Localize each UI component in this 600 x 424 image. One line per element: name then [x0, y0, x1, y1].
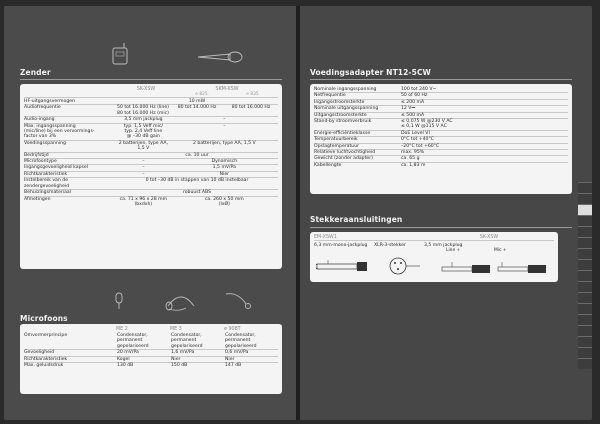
row-label: Microfoontype — [24, 159, 57, 165]
row-label: Richtkarakteristiek — [24, 356, 68, 362]
row-value: Condensator, permanent gepolariseerd — [225, 333, 257, 349]
table-row — [24, 363, 278, 368]
row-label: HF-uitgangsvermogen — [24, 99, 75, 104]
chapter-tab[interactable] — [578, 259, 592, 270]
row-value: ca. 71 x 96 x 28 mm (bxdxh) — [119, 196, 168, 207]
row-value: 10 mW — [188, 99, 206, 104]
row-value: ca. 1,83 m — [401, 162, 426, 168]
row-value: 100 tot 240 V~ — [401, 87, 437, 92]
row-label: Nominale uitgangsspanning — [314, 106, 379, 112]
row-label: Nominale ingangsspanning — [314, 87, 377, 92]
row-values — [116, 99, 278, 104]
row-label: Opslagtemperatuur — [314, 143, 359, 149]
row-value: Condensator, permanent gepolariseerd — [171, 333, 203, 349]
gooseneck-mic-icon — [224, 290, 254, 310]
row-label: Richtkarakteristiek — [24, 171, 68, 177]
chapter-tab[interactable] — [578, 347, 592, 358]
row-value: 3,5 mm jackplug — [124, 117, 163, 123]
row-value: 147 dB — [225, 363, 242, 369]
row-value: max. 95% — [401, 150, 425, 156]
row-label: Ingangsgevoeligheid kapsel — [24, 165, 88, 171]
chapter-tab[interactable] — [578, 292, 592, 303]
row-value: – — [142, 159, 145, 165]
row-values — [116, 357, 278, 362]
table-row — [24, 105, 278, 117]
row-label: Max. ingangsspanning (mic/line) bij een vervormings- factor van 3% — [24, 123, 95, 140]
row-values — [116, 124, 278, 140]
chapter-tab[interactable] — [578, 193, 592, 204]
row-label: Max. geluidsdruk — [24, 363, 64, 369]
col-e835: e 835 — [246, 92, 259, 97]
row-label: Afmetingen — [24, 196, 51, 202]
mic-rows — [24, 333, 278, 368]
left-page — [4, 6, 296, 420]
col-e908t: e 908T — [224, 327, 241, 332]
row-label: Ingangsstroomsterkte — [314, 99, 365, 105]
row-label: Voedingsspanning — [24, 140, 66, 146]
row-value: –20°C tot +60°C — [401, 143, 440, 149]
row-value: 1,5 mV/Pa — [212, 165, 236, 171]
row-label: Stand-by stroomverbruik — [314, 119, 372, 125]
jack-63-icon — [316, 258, 370, 274]
clip-mic-icon — [112, 292, 126, 310]
chapter-tab[interactable] — [578, 325, 592, 336]
row-value: ≤ 0,075 W @230 V AC ≤ 0,1 W @115 V AC — [401, 119, 453, 130]
chapter-tab[interactable] — [578, 182, 592, 193]
col-em-xsw1: EM-XSW1 — [314, 235, 337, 240]
chapter-tab[interactable] — [578, 336, 592, 347]
row-values — [116, 350, 278, 355]
row-value: – — [223, 123, 226, 129]
row-value: 150 dB — [171, 363, 188, 369]
row-value: 0,6 mV/Pa — [225, 350, 249, 356]
col-skm-xsw: SKM-XSW — [215, 87, 239, 92]
row-value: Nier — [171, 356, 181, 362]
line-plus-label: Line + — [446, 248, 461, 253]
plug-35-label: 3,5 mm jackplug — [424, 243, 463, 248]
row-value: ≤ 200 mA — [401, 99, 425, 105]
row-value: Condensator, permanent gepolariseerd — [117, 333, 149, 349]
row-label: Bedrijfstijd — [24, 152, 49, 158]
microfoons-table — [20, 324, 282, 394]
voeding-divider — [310, 79, 572, 80]
row-label: Behuizingsmateriaal — [24, 190, 71, 196]
chapter-tab[interactable] — [578, 204, 592, 215]
row-values — [116, 159, 278, 164]
voeding-table — [310, 84, 572, 194]
mic-plus-label: Mic + — [494, 248, 507, 253]
row-value: 50 tot 16.000 Hz (line) 80 tot 16.000 Hz (mic) — [117, 105, 169, 116]
table-row — [24, 141, 278, 153]
jack-35-mic-icon — [494, 262, 550, 276]
row-label: Gewicht (zonder adapter) — [314, 156, 373, 162]
row-value: 80 tot 14.000 Hz — [177, 105, 217, 111]
row-value: 0 tot –30 dB in stappen van 10 dB instelbaar — [145, 178, 249, 184]
row-values — [116, 190, 278, 195]
row-value: – — [223, 117, 226, 123]
voeding-rows — [314, 87, 568, 168]
zender-rows — [24, 99, 278, 207]
row-value: 1,6 mV/Pa — [171, 350, 195, 356]
stekker-panel — [310, 232, 558, 282]
row-values — [116, 333, 278, 349]
row-value: – — [142, 165, 145, 171]
row-value: ca. 10 uur — [185, 152, 209, 158]
row-values — [116, 117, 278, 122]
row-values — [116, 105, 278, 116]
zender-title: Zender — [20, 68, 51, 77]
row-label: Energie-efficiëntieklasse — [314, 130, 371, 136]
chapter-tab[interactable] — [578, 237, 592, 248]
row-value: robuust ABS — [182, 190, 212, 196]
row-values — [116, 165, 278, 170]
table-row — [314, 163, 568, 168]
row-label: Audiofrequentie — [24, 105, 61, 111]
headset-mic-icon — [164, 292, 198, 312]
row-value: 80 tot 16.000 Hz — [231, 105, 271, 111]
voeding-title: Voedingsadapter NT12-5CW — [310, 68, 431, 77]
row-value: 12 V⎓ — [401, 106, 416, 112]
row-value: ca. 260 x 50 mm (lxØ) — [204, 196, 244, 207]
row-value: 130 dB — [117, 363, 134, 369]
row-value: 2 batterijen, type AA, 1,5 V — [118, 140, 168, 152]
chapter-tab[interactable] — [578, 281, 592, 292]
col-e825: e 825 — [195, 92, 208, 97]
chapter-tab[interactable] — [578, 270, 592, 281]
handheld-mic-icon — [196, 50, 244, 64]
stekker-divider — [310, 227, 572, 228]
row-value: DoE Level VI — [401, 130, 430, 136]
plug-xlr-label: XLR-3-stekker — [374, 243, 406, 248]
zender-divider — [20, 79, 282, 80]
chapter-tab[interactable] — [578, 314, 592, 325]
row-value: Kogel — [117, 356, 130, 362]
row-values — [116, 178, 278, 189]
row-value: 20 mV/Pa — [117, 350, 139, 356]
chapter-tab[interactable] — [578, 303, 592, 314]
zender-table — [20, 84, 282, 269]
row-values — [116, 141, 278, 152]
table-row — [24, 124, 278, 141]
row-value: 50 of 60 Hz — [401, 93, 428, 99]
row-label: Omvormerprincipe — [24, 333, 68, 338]
microfoons-title: Microfoons — [20, 314, 68, 323]
table-row — [24, 197, 278, 208]
row-label: Gevoeligheid — [24, 350, 55, 356]
row-label: Kabellengte — [314, 162, 342, 168]
table-row — [24, 333, 278, 350]
row-value: Nier — [225, 356, 235, 362]
col-sk-xsw: SK-XSW — [136, 87, 156, 92]
row-value: – — [142, 171, 145, 177]
chapter-tab[interactable] — [578, 248, 592, 259]
row-values — [116, 172, 278, 177]
jack-35-line-icon — [438, 262, 494, 276]
bodypack-transmitter-icon — [110, 42, 130, 66]
row-label: Temperatuurbereik — [314, 137, 358, 143]
stekker-title: Stekkeraansluitingen — [310, 215, 403, 224]
chapter-tab[interactable] — [578, 215, 592, 226]
row-value: ≤ 500 mA — [401, 112, 425, 118]
col-me3: ME 3 — [170, 327, 182, 332]
right-page — [300, 6, 592, 420]
chapter-tab[interactable] — [578, 358, 592, 369]
col-sk-xsw-plug: SK-XSW — [479, 235, 499, 240]
row-label: Audio-ingang — [24, 117, 55, 123]
row-value: 0°C tot +40°C — [401, 137, 434, 143]
chapter-tab[interactable] — [578, 226, 592, 237]
row-value: Dynamisch — [211, 159, 238, 165]
table-row — [24, 178, 278, 190]
row-value: 2 batterijen, type AA, 1,5 V — [193, 140, 256, 146]
table-row — [314, 119, 568, 131]
row-values — [116, 197, 278, 208]
row-label: Uitgangsstroomsterkte — [314, 112, 367, 118]
row-label: Instelbereik van de zendergevoeligheid — [24, 178, 70, 189]
row-label: Relatieve luchtvochtigheid — [314, 150, 376, 156]
chapter-tabs — [578, 182, 592, 401]
row-label: Netfrequentie — [314, 93, 346, 99]
row-value: typ. 1,5 Veff mic/ typ. 2,4 Veff line @ –30 dB gain — [123, 123, 163, 140]
row-value: ca. 65 g — [401, 156, 420, 162]
plug-63-label: 6,3 mm-mono-jackplug — [314, 243, 368, 248]
row-value: Nier — [219, 171, 230, 177]
row-values — [116, 363, 278, 368]
xlr-connector-icon — [388, 256, 422, 276]
row-values — [116, 153, 278, 158]
col-me2: ME 2 — [116, 327, 128, 332]
